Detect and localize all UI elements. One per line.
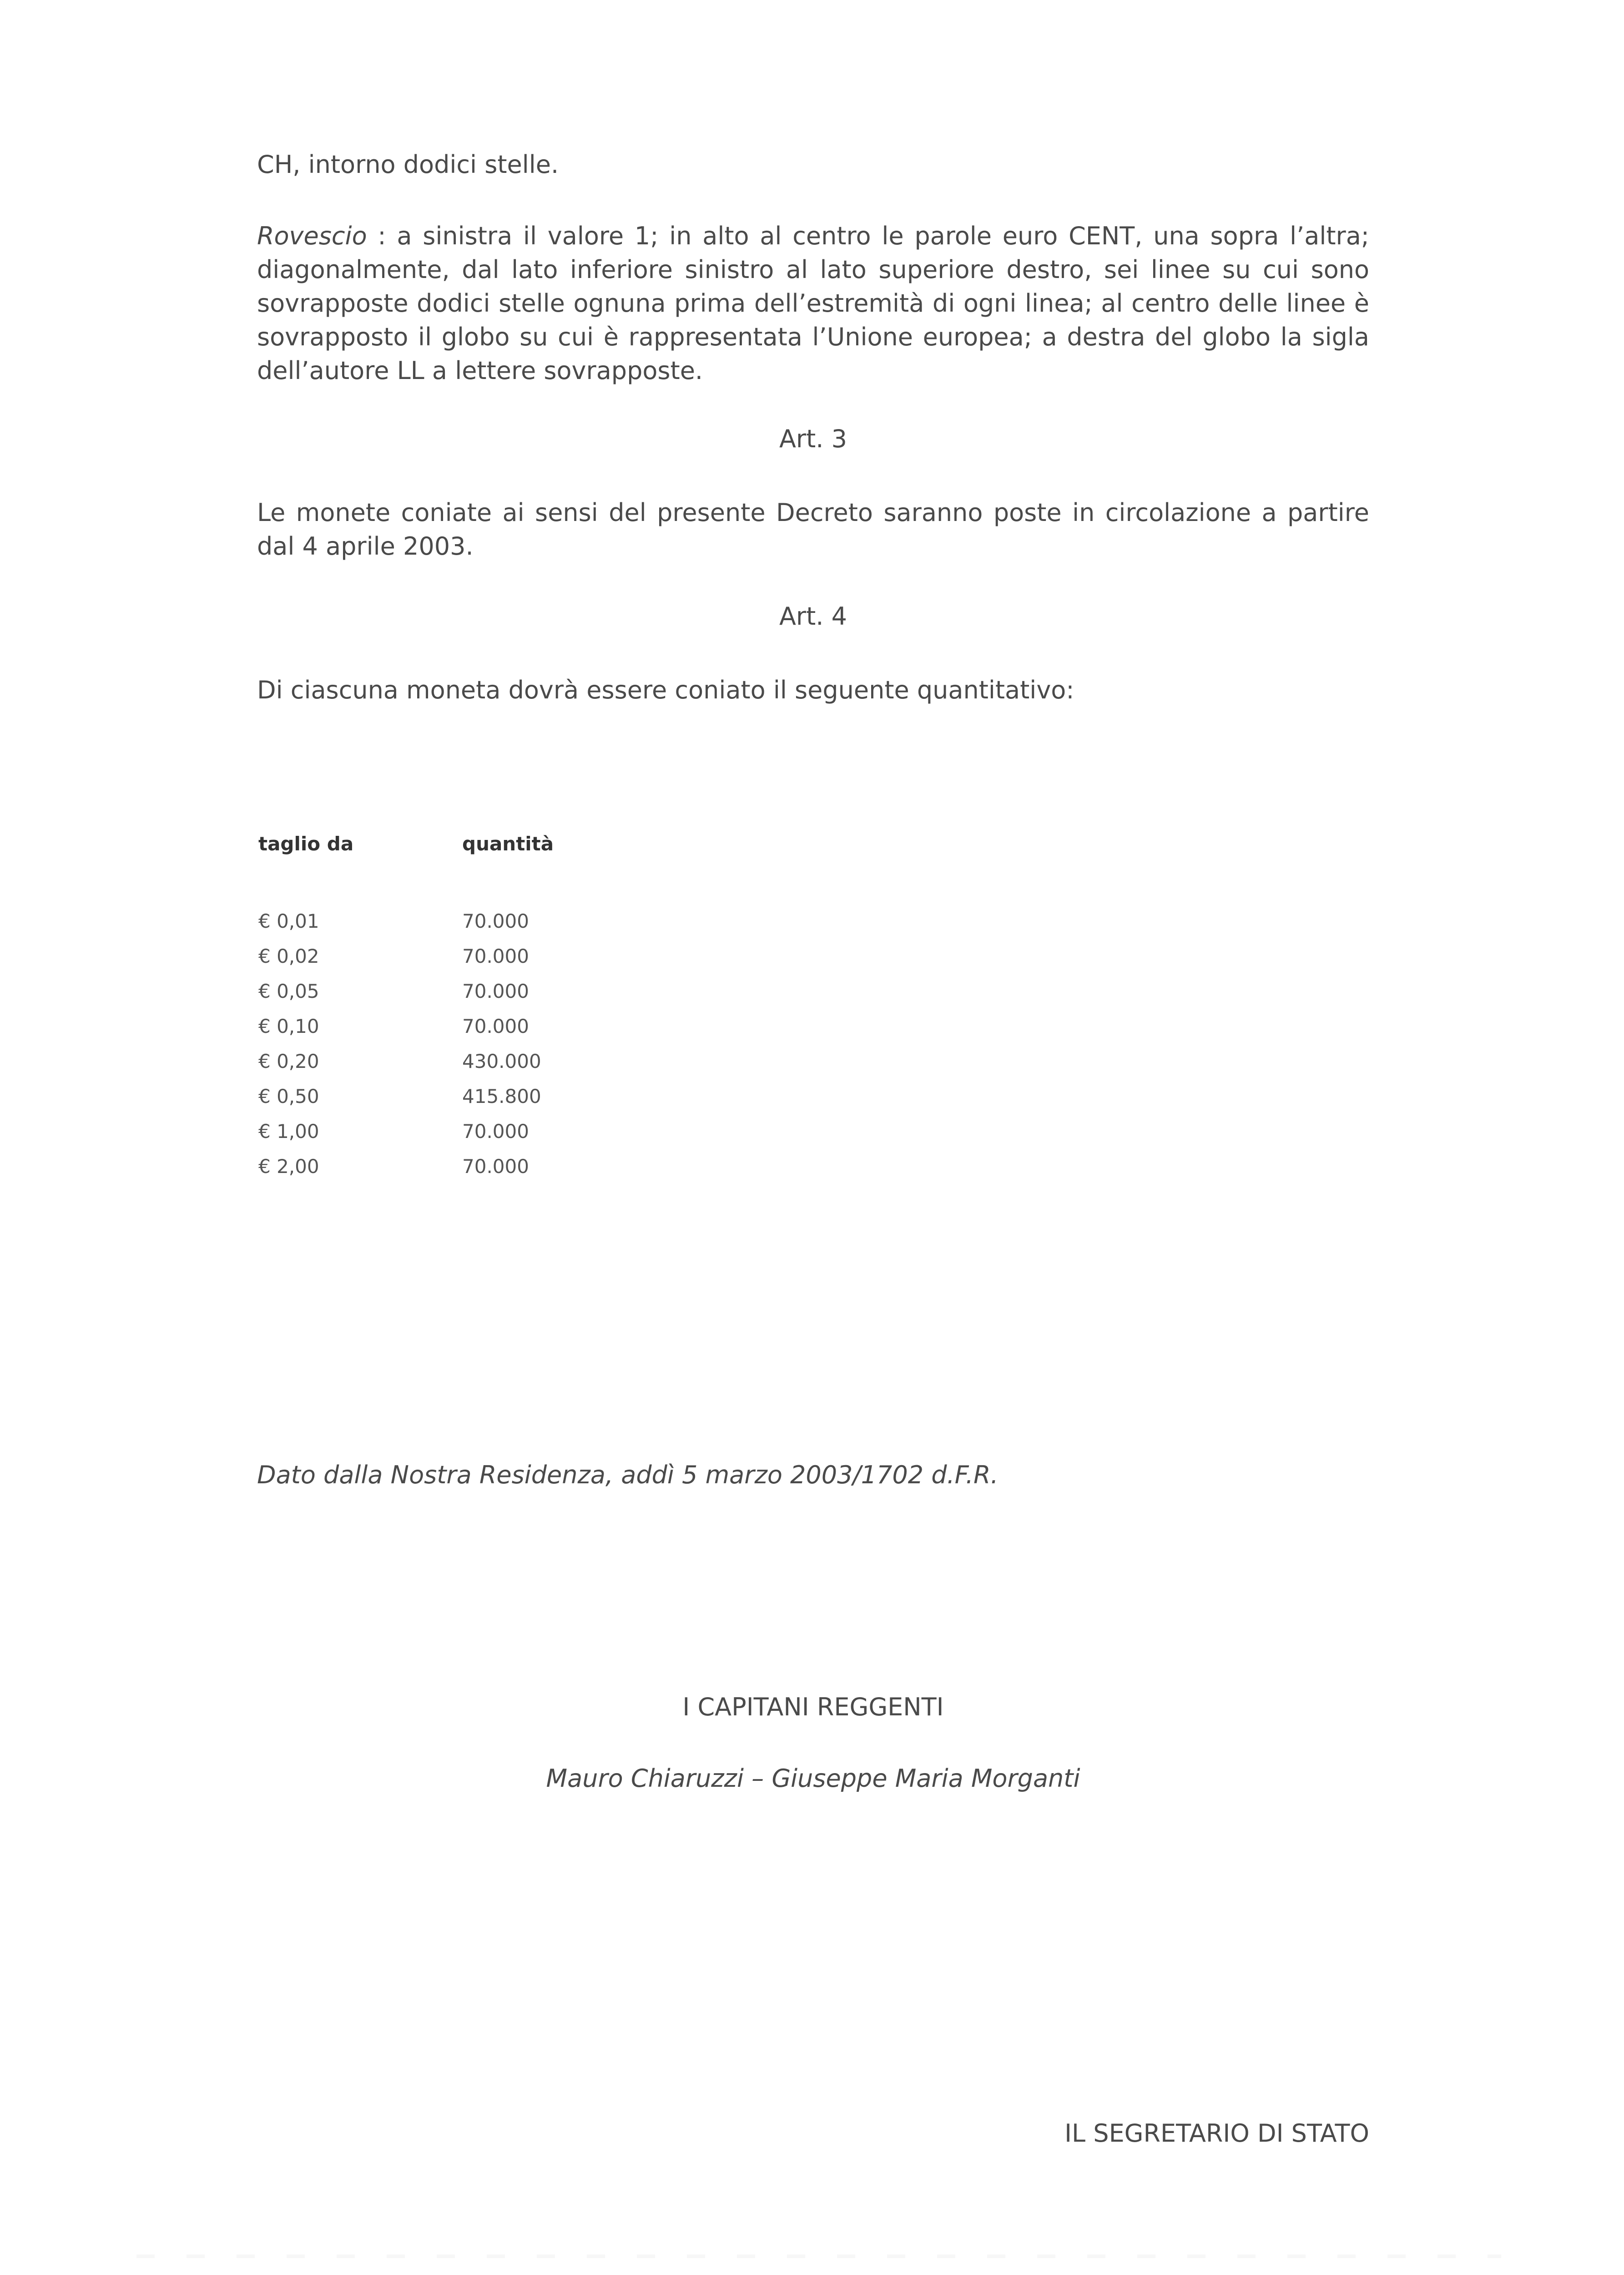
reverse-text: : a sinistra il valore 1; in alto al centro le parole euro CENT, una sopra l’altra; diagonalmente, dal lato inferiore sinistro al lato superiore destro, sei linee su cui sono sovrapposte dodici stelle ognuna prima dell’estremità di ogni linea; al centro delle linee è sovrapposto il globo su cui è rappresentata l’Unione europea; a destra del globo la sigla dell’autore LL a lettere sovrapposte. [257, 222, 1369, 385]
denomination-cell: € 1,00 [258, 1120, 319, 1143]
quantity-table [258, 828, 668, 1184]
table-row [258, 939, 668, 974]
denomination-cell: € 0,10 [258, 1015, 319, 1037]
reverse-label: Rovescio [257, 222, 367, 250]
table-row [258, 1009, 668, 1044]
denomination-cell: € 2,00 [258, 1155, 319, 1178]
quantity-cell: 70.000 [462, 1155, 529, 1178]
intro-line: CH, intorno dodici stelle. [257, 150, 559, 179]
table-row [258, 1044, 668, 1079]
table-row [258, 974, 668, 1009]
table-row [258, 1149, 668, 1184]
table-body [258, 904, 668, 1184]
quantity-cell: 70.000 [462, 1015, 529, 1037]
denomination-cell: € 0,01 [258, 910, 319, 932]
art3-heading: Art. 3 [779, 425, 847, 453]
quantity-cell: 70.000 [462, 980, 529, 1002]
secretary-title: IL SEGRETARIO DI STATO [1064, 2119, 1369, 2148]
art4-text: Di ciascuna moneta dovrà essere coniato il seguente quantitativo: [257, 676, 1074, 704]
quantity-cell: 415.800 [462, 1085, 541, 1107]
denomination-cell: € 0,50 [258, 1085, 319, 1107]
reverse-paragraph [257, 219, 1369, 388]
scan-artifact-line [136, 2255, 1501, 2258]
signatories-title: I CAPITANI REGGENTI [682, 1693, 944, 1721]
art4-heading: Art. 4 [779, 602, 847, 631]
quantity-cell: 70.000 [462, 945, 529, 967]
quantity-cell: 70.000 [462, 1120, 529, 1143]
table-row [258, 904, 668, 939]
header-denomination: taglio da [258, 833, 354, 855]
date-line: Dato dalla Nostra Residenza, addì 5 marzo 2003/1702 d.F.R. [257, 1461, 999, 1489]
quantity-cell: 70.000 [462, 910, 529, 932]
table-row [258, 1114, 668, 1149]
header-quantity: quantità [462, 833, 554, 855]
table-row [258, 1079, 668, 1114]
art3-text: Le monete coniate ai sensi del presente Decreto saranno poste in circolazione a partire dal 4 aprile 2003. [257, 498, 1369, 561]
denomination-cell: € 0,20 [258, 1050, 319, 1072]
denomination-cell: € 0,02 [258, 945, 319, 967]
signatories-names: Mauro Chiaruzzi – Giuseppe Maria Morganti [546, 1764, 1080, 1793]
denomination-cell: € 0,05 [258, 980, 319, 1002]
table-header [258, 828, 668, 860]
quantity-cell: 430.000 [462, 1050, 541, 1072]
